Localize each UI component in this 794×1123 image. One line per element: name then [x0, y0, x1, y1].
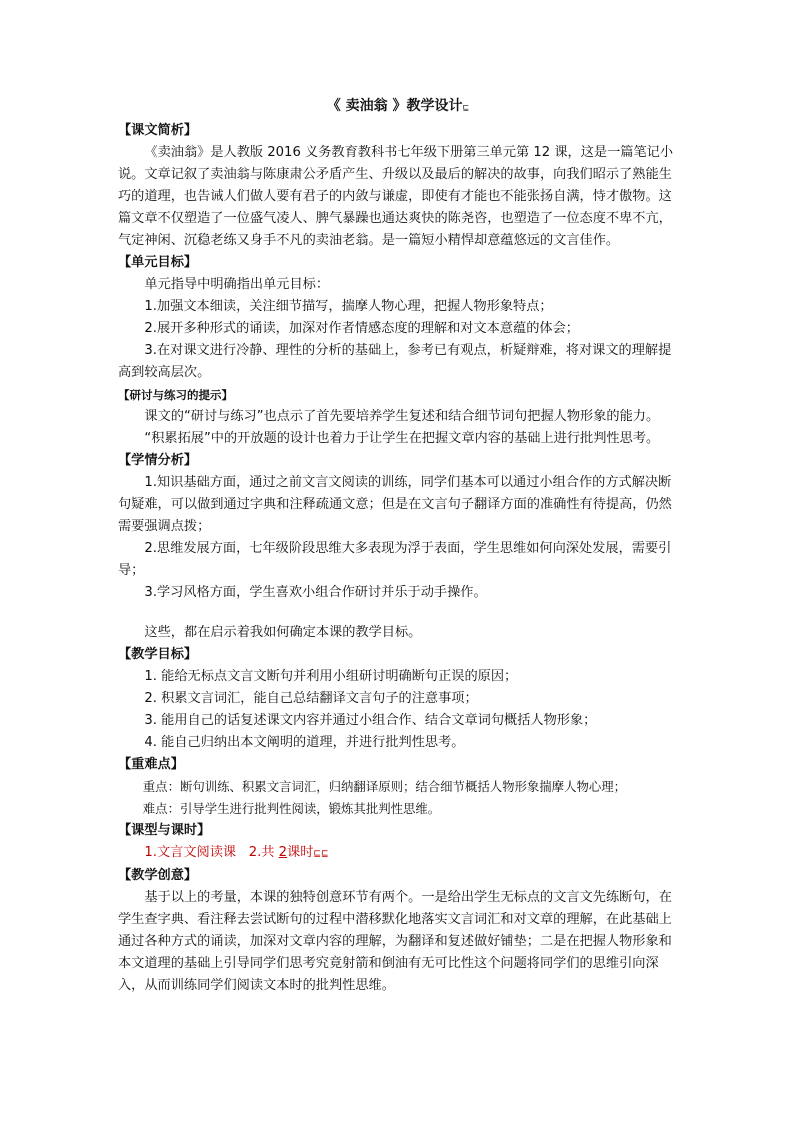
teaching-goal-item-1: 1. 能给无标点文言文断句并利用小组研讨明确断句正误的原因；	[144, 669, 518, 684]
lesson-type-line	[118, 842, 678, 865]
document-page	[118, 96, 678, 997]
unit-goal-item-2: 2.展开多种形式的诵读，加深对作者情感态度的理解和对文本意蕴的体会；	[144, 321, 579, 336]
creativity-body: 基于以上的考量，本课的独特创意环节有两个。一是给出学生无标点的文言文先练断句，在学生查字典、看注释去尝试断句的过程中潜移默化地落实文言词汇和对文章的理解，在此基础上通过各种方式的诵读，加深对文章内容的理解，为翻译和复述做好铺垫；二是在把握人物形象和本文道理的基础上引导同学们思考究竟射箭和倒油有无可比性这个问题将同学们的思维引向深入，从而训练同学们阅读文本时的批判性思维。	[118, 890, 672, 993]
section-heading-creativity: 【教学创意】	[118, 868, 198, 883]
teaching-goal-item-3: 3. 能用自己的话复述课文内容并通过小组合作、结合文章词句概括人物形象；	[144, 713, 597, 728]
blank-line	[118, 604, 678, 622]
unit-goal-item-3: 3.在对课文进行冷静、理性的分析的基础上，参考已有观点，析疑辩难，将对课文的理解提高到较高层次。	[118, 343, 672, 380]
unit-goals-intro: 单元指导中明确指出单元目标：	[144, 277, 330, 292]
lesson-type-glyphs: ⊑⊑	[313, 849, 329, 859]
key-point-text: 重点：断句训练、积累文言词汇，归纳翻译原则；结合细节概括人物形象揣摩人物心理；	[142, 779, 627, 794]
lesson-type-part-1: 1.文言文阅读课	[144, 845, 237, 860]
section-heading-teaching-goals: 【教学目标】	[118, 647, 198, 662]
exercise-tips-paragraph-2: “积累拓展”中的开放题的设计也着力于让学生在把握文章内容的基础上进行批判性思考。	[144, 431, 660, 446]
teaching-goal-item-2: 2. 积累文言词汇，能自己总结翻译文言句子的注意事项；	[144, 691, 478, 706]
difficult-point-text: 难点：引导学生进行批判性阅读，锻炼其批判性思维。	[142, 801, 441, 816]
lesson-count: 2	[278, 845, 288, 860]
title-suffix-glyph: ⊑	[462, 103, 470, 112]
document-title	[118, 96, 678, 118]
student-analysis-item-3: 3.学习风格方面，学生喜欢小组合作研讨并乐于动手操作。	[144, 585, 487, 600]
section-heading-unit-goals: 【单元目标】	[118, 255, 198, 270]
document-title-text: 《 卖油翁 》教学设计	[326, 98, 463, 114]
section-heading-student-analysis: 【学情分析】	[118, 453, 198, 468]
lesson-type-part-2-suffix: 课时	[287, 845, 314, 860]
student-analysis-item-1: 1.知识基础方面，通过之前文言文阅读的训练，同学们基本可以通过小组合作的方式解决断句疑难，可以做到通过字典和注释疏通文意；但是在文言句子翻译方面的准确性有待提高，仍然需要强调点拨；	[118, 475, 672, 534]
teaching-goal-item-4: 4. 能自己归纳出本文阐明的道理，并进行批判性思考。	[144, 735, 465, 750]
section-heading-exercise-tips: 【研讨与练习的提示】	[118, 388, 233, 402]
lesson-type-part-2-prefix: 2.共	[248, 845, 279, 860]
student-analysis-conclusion: 这些，都在启示着我如何确定本课的教学目标。	[144, 625, 422, 640]
text-analysis-body: 《卖油翁》是人教版 2016 义务教育教科书七年级下册第三单元第 12 课，这是一篇笔记小说。文章记叙了卖油翁与陈康肃公矛盾产生、升级以及最后的解决的故事，向我们昭示了熟能生巧的道理，也告诫人们做人要有君子的内敛与谦虚，即使有才能也不能张扬自满，恃才傲物。这篇文章不仅塑造了一位盛气凌人、脾气暴躁也通达爽快的陈尧咨，也塑造了一位态度不卑不亢，气定神闲、沉稳老练又身手不凡的卖油老翁。是一篇短小精悍却意蕴悠远的文言佳作。	[118, 145, 674, 248]
section-heading-key-points: 【重难点】	[118, 757, 184, 772]
section-heading-lesson-type: 【课型与课时】	[118, 823, 211, 838]
unit-goal-item-1: 1.加强文本细读，关注细节描写，揣摩人物心理，把握人物形象特点；	[144, 299, 553, 314]
section-heading-text-analysis: 【课文简析】	[118, 123, 198, 138]
exercise-tips-paragraph-1: 课文的“研讨与练习”也点示了首先要培养学生复述和结合细节词句把握人物形象的能力。	[144, 409, 660, 424]
student-analysis-item-2: 2.思维发展方面，七年级阶段思维大多表现为浮于表面，学生思维如何向深处发展，需要引导；	[118, 541, 672, 578]
